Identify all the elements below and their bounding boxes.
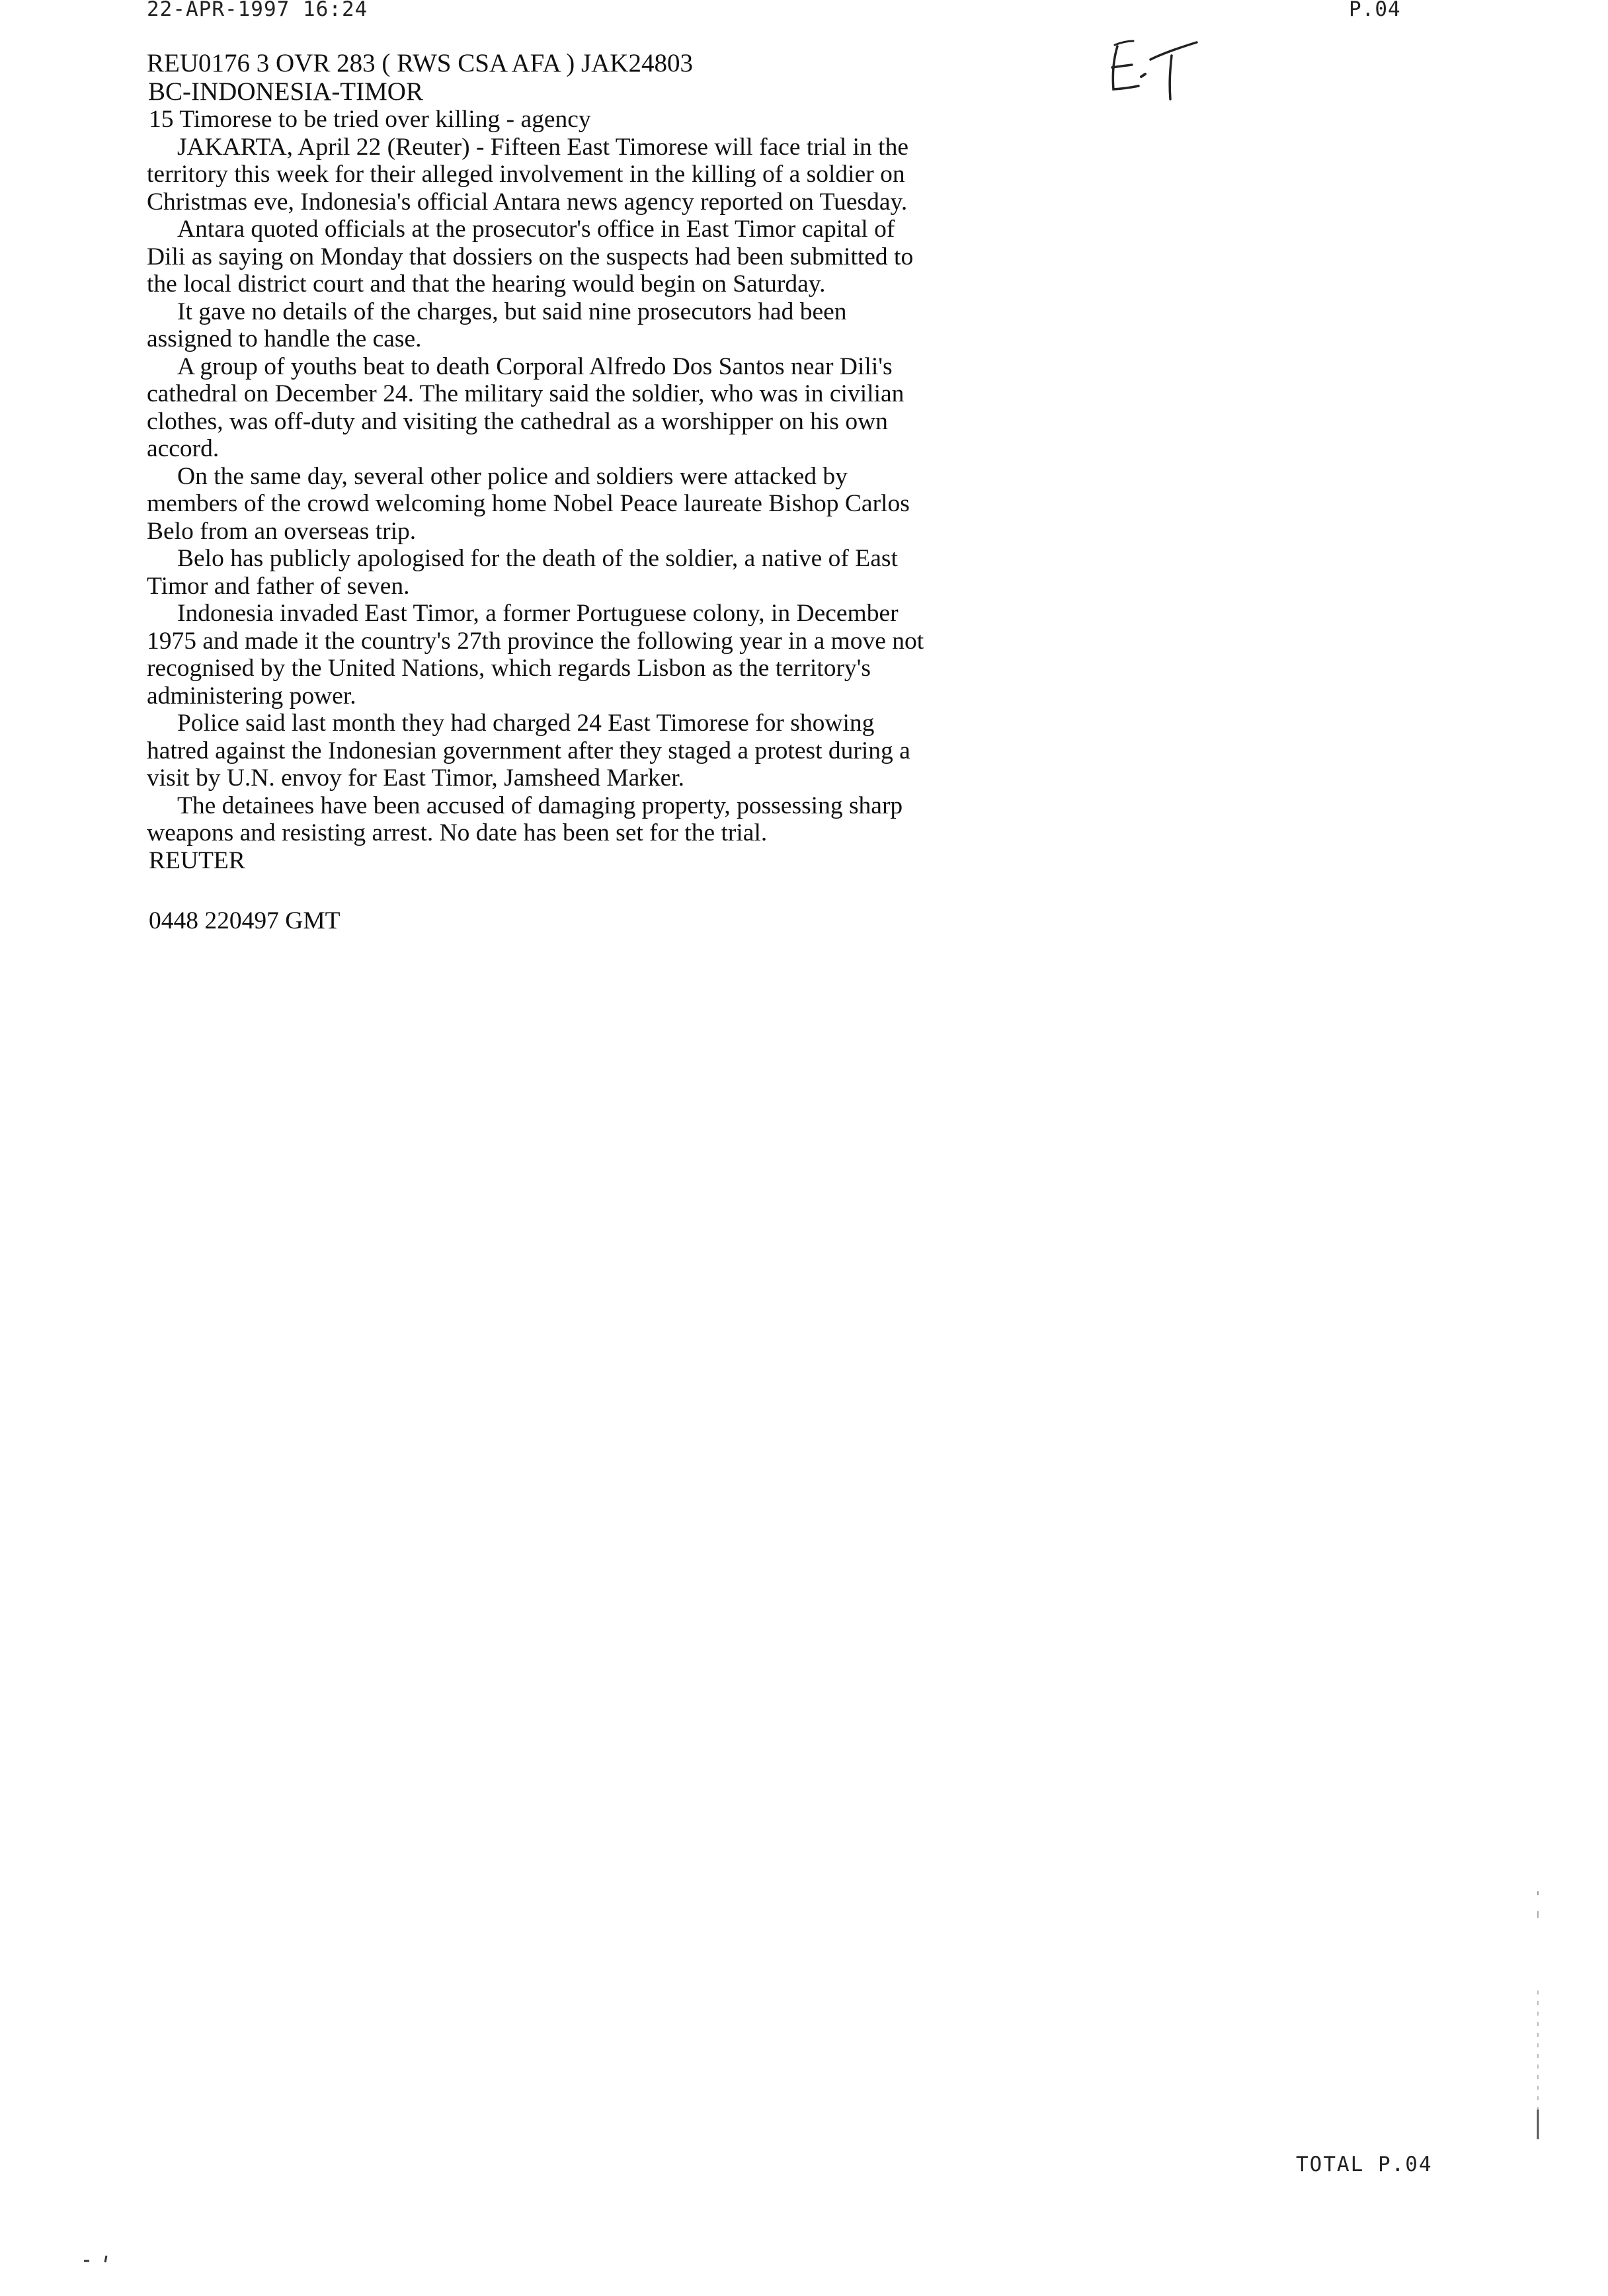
story-paragraph: Indonesia invaded East Timor, a former Portuguese colony, in December 1975 and made it the country's 27th province the following year in a move not recognised by the United Nations, which regards Lisbon as the territory's administering power.: [147, 600, 924, 710]
story-paragraph: The detainees have been accused of damaging property, possessing sharp weapons and resisting arrest. No date has been set for the trial.: [147, 792, 903, 846]
story-paragraph: On the same day, several other police and soldiers were attacked by members of the crowd welcoming home Nobel Peace laureate Bishop Carlos Belo from an overseas trip.: [147, 462, 910, 545]
fax-datetime: 22-APR-1997 16:24: [147, 0, 368, 21]
story-timestamp: 0448 220497 GMT: [149, 907, 341, 934]
handwritten-et-annotation: [1098, 33, 1203, 106]
story-paragraph: It gave no details of the charges, but said nine prosecutors had been assigned to handle the case.: [147, 298, 847, 352]
fax-transmission-header: [0, 0, 1608, 26]
story-slug: BC-INDONESIA-TIMOR: [148, 77, 423, 106]
story-paragraph: JAKARTA, April 22 (Reuter) - Fifteen East Timorese will face trial in the territory this week for their alleged involvement in the killing of a soldier on Christmas eve, Indonesia's official Antara news agency reported on Tuesday.: [147, 133, 908, 216]
routing-line: REU0176 3 OVR 283 ( RWS CSA AFA ) JAK24803: [147, 49, 693, 77]
story-paragraph: Antara quoted officials at the prosecutor's office in East Timor capital of Dili as saying on Monday that dossiers on the suspects had been submitted to the local district court and that the hearing would begin on Saturday.: [147, 216, 914, 298]
total-pages-footer: TOTAL P.04: [1296, 2152, 1433, 2176]
margin-scan-marks: [1535, 1891, 1541, 2143]
news-story: [147, 49, 927, 935]
fax-page-number: P.04: [1349, 0, 1401, 21]
story-paragraph: A group of youths beat to death Corporal Alfredo Dos Santos near Dili's cathedral on December 24. The military said the soldier, who was in civilian clothes, was off-duty and visiting the cathedral as a worshipper on his own accord.: [147, 352, 904, 462]
story-paragraph: Police said last month they had charged 24 East Timorese for showing hatred against the Indonesian government after they staged a protest during a visit by U.N. envoy for East Timor, Jamsheed Marker.: [147, 710, 910, 792]
story-headline: 15 Timorese to be tried over killing - agency: [149, 106, 591, 133]
story-signoff: REUTER: [149, 846, 245, 874]
story-paragraph: Belo has publicly apologised for the death of the soldier, a native of East Timor and father of seven.: [147, 545, 898, 600]
corner-scan-marks: [83, 2252, 122, 2265]
